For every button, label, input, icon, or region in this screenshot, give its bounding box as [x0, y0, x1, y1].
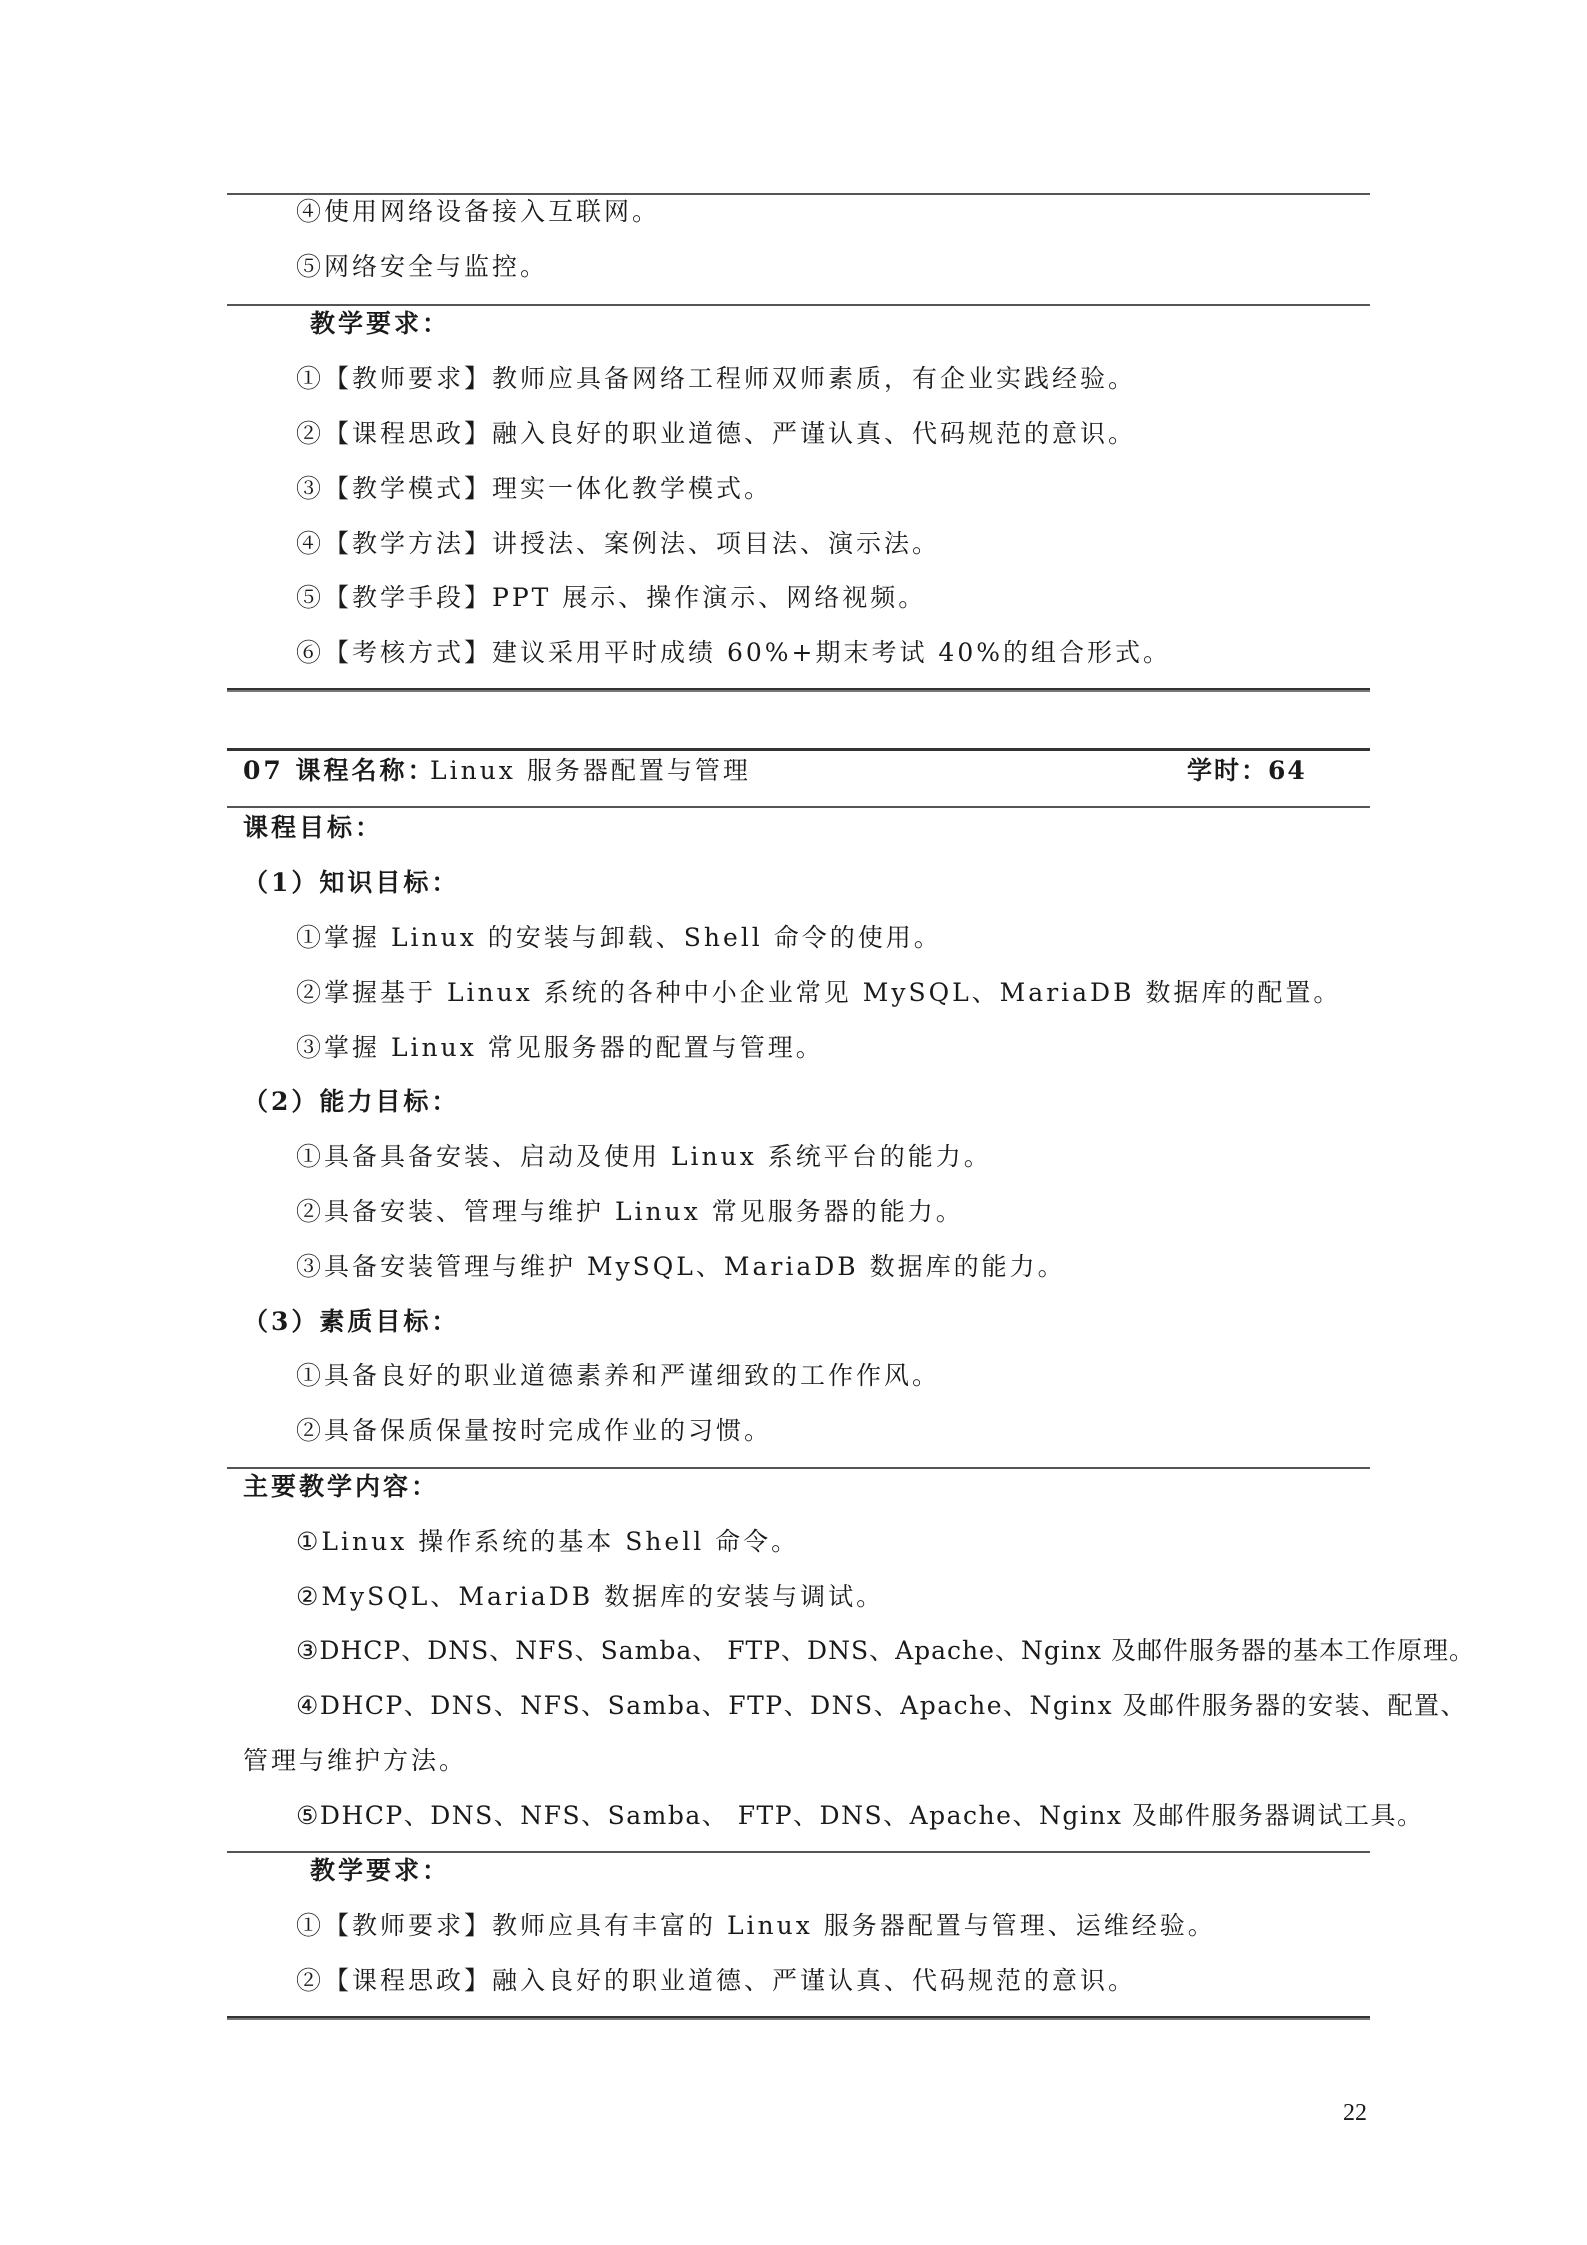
content-item: ①Linux 操作系统的基本 Shell 命令。: [296, 1527, 800, 1556]
requirement-item: ⑥【考核方式】建议采用平时成绩 60%+期末考试 40%的组合形式。: [296, 638, 1171, 667]
quality-item: ①具备良好的职业道德素养和严谨细致的工作作风。: [296, 1361, 941, 1390]
ability-item: ①具备具备安装、启动及使用 Linux 系统平台的能力。: [296, 1142, 992, 1171]
table-bottom-rule: [227, 2016, 1370, 2020]
table-rule: [227, 193, 1370, 195]
goals-heading: 课程目标：: [243, 813, 384, 842]
course-name: Linux 服务器配置与管理: [430, 756, 751, 785]
knowledge-heading: （1）知识目标：: [243, 868, 460, 897]
content-item: ④使用网络设备接入互联网。: [296, 197, 661, 226]
knowledge-item: ①掌握 Linux 的安装与卸载、Shell 命令的使用。: [296, 923, 942, 952]
table-rule: [227, 1467, 1370, 1469]
requirement-item: ①【教师要求】教师应具备网络工程师双师素质，有企业实践经验。: [296, 364, 1137, 393]
ability-item: ②具备安装、管理与维护 Linux 常见服务器的能力。: [296, 1197, 964, 1226]
requirement-item: ③【教学模式】理实一体化教学模式。: [296, 474, 773, 503]
requirements-heading: 教学要求：: [310, 1856, 451, 1885]
content-item: ⑤DHCP、DNS、NFS、Samba、 FTP、DNS、Apache、Nginx 及邮件服务器调试工具。: [296, 1801, 1424, 1830]
table-rule: [227, 1851, 1370, 1853]
content-item-continuation: 管理与维护方法。: [243, 1746, 468, 1775]
content-item: ②MySQL、MariaDB 数据库的安装与调试。: [296, 1582, 885, 1611]
quality-heading: （3）素质目标：: [243, 1307, 460, 1336]
section-heading: 教学要求：: [310, 309, 451, 338]
table-rule: [227, 806, 1370, 808]
table-bottom-rule: [227, 688, 1370, 692]
content-heading: 主要教学内容：: [243, 1472, 440, 1501]
knowledge-item: ②掌握基于 Linux 系统的各种中小企业常见 MySQL、MariaDB 数据库的配置。: [296, 978, 1342, 1007]
table-top-rule: [227, 748, 1370, 751]
content-item: ⑤网络安全与监控。: [296, 252, 549, 281]
content-item: ④DHCP、DNS、NFS、Samba、FTP、DNS、Apache、Nginx 及邮件服务器的安装、配置、: [296, 1691, 1468, 1720]
course-label: 07 课程名称：: [243, 756, 436, 785]
content-item: ③DHCP、DNS、NFS、Samba、 FTP、DNS、Apache、Nginx 及邮件服务器的基本工作原理。: [296, 1636, 1475, 1665]
requirement-item: ④【教学方法】讲授法、案例法、项目法、演示法。: [296, 529, 941, 558]
page-number: 22: [1343, 2100, 1367, 2126]
requirement-item: ②【课程思政】融入良好的职业道德、严谨认真、代码规范的意识。: [296, 1966, 1137, 1995]
ability-heading: （2）能力目标：: [243, 1087, 460, 1116]
requirement-item: ②【课程思政】融入良好的职业道德、严谨认真、代码规范的意识。: [296, 419, 1137, 448]
requirement-item: ⑤【教学手段】PPT 展示、操作演示、网络视频。: [296, 583, 927, 612]
quality-item: ②具备保质保量按时完成作业的习惯。: [296, 1416, 773, 1445]
knowledge-item: ③掌握 Linux 常见服务器的配置与管理。: [296, 1033, 824, 1062]
table-rule: [227, 304, 1370, 306]
requirement-item: ①【教师要求】教师应具有丰富的 Linux 服务器配置与管理、运维经验。: [296, 1911, 1216, 1940]
course-hours: 学时：64: [1187, 756, 1307, 785]
ability-item: ③具备安装管理与维护 MySQL、MariaDB 数据库的能力。: [296, 1252, 1066, 1281]
